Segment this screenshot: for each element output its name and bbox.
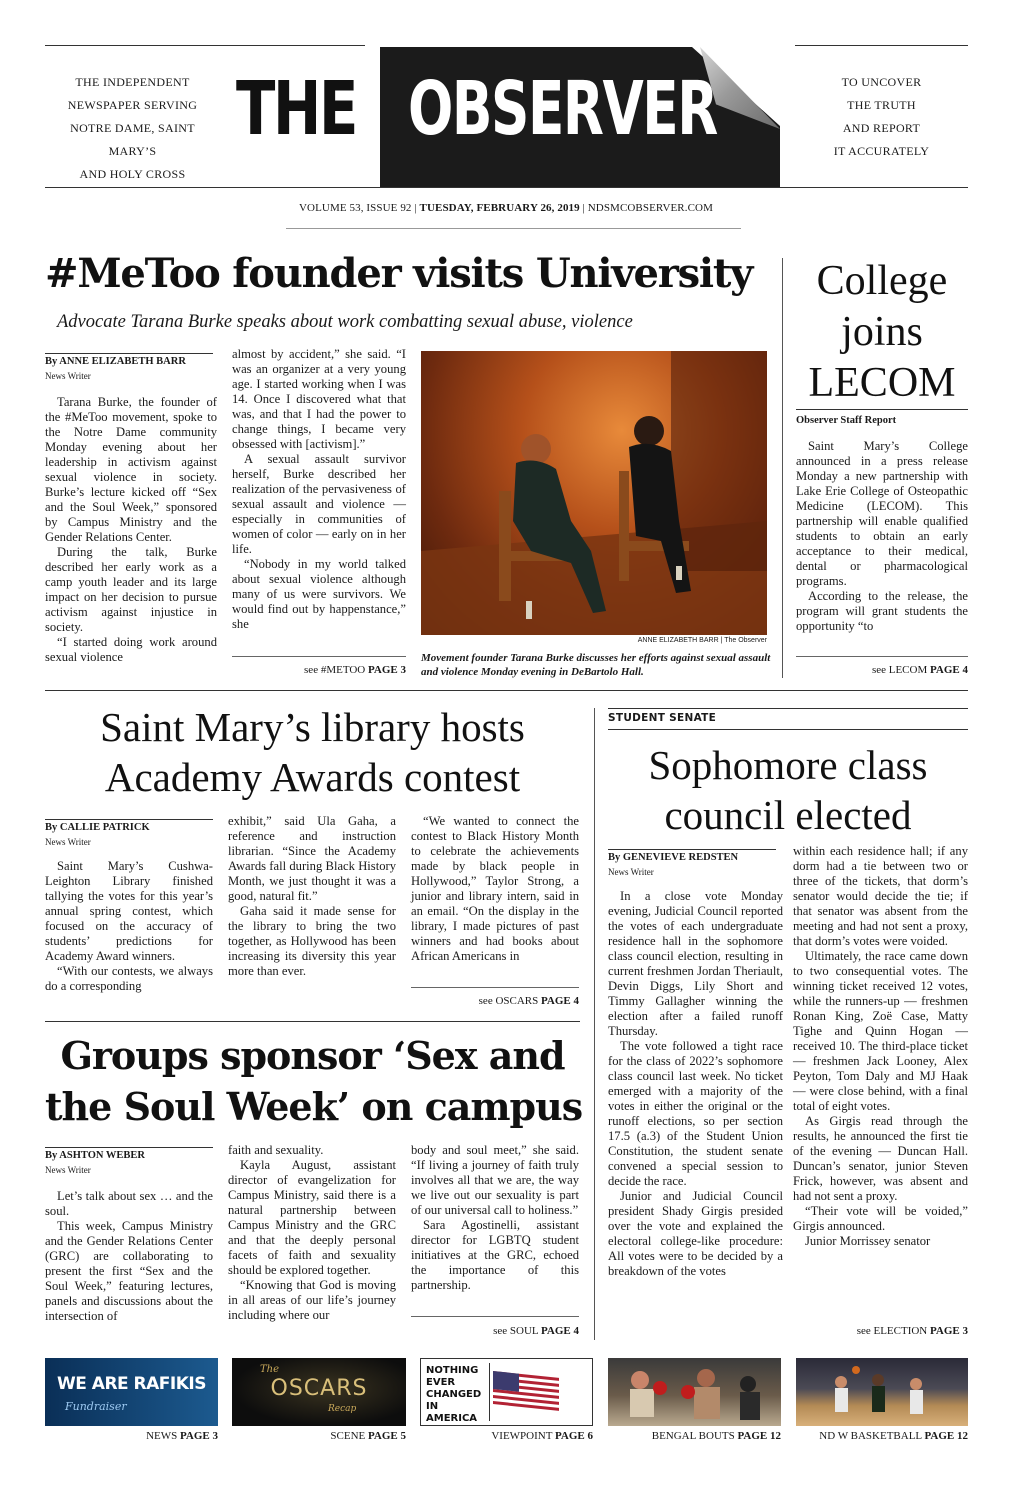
lead-headline[interactable]: #MeToo founder visits University <box>45 250 753 297</box>
jump-rule <box>796 656 968 657</box>
paragraph: Kayla August, assistant director of evangelization for Campus Ministry, said there is a natural partnership between Campus Ministry and the GRC and that the deeply personal facets of faith and sexuality should be explored together. <box>228 1158 396 1277</box>
tagline-line: IT ACCURATELY <box>833 144 930 158</box>
column-divider <box>594 708 595 1340</box>
soul-jump-link[interactable] <box>411 1325 579 1337</box>
left-tagline <box>45 71 220 186</box>
paragraph: Saint Mary’s College announced in a press release Monday a new partnership with Lake Erie College of Osteopathic Medicine (LECOM). This partnership will enable qualified students to obtain an early acceptance to their medical, dental or pharmacological programs. <box>796 439 968 588</box>
promo-scene-tile[interactable] <box>232 1358 406 1426</box>
tagline-line: TO UNCOVER <box>841 75 922 89</box>
promo-title: NOTHING EVER CHANGED IN AMERICA <box>426 1365 482 1424</box>
senate-byline <box>608 849 776 879</box>
paragraph: Tarana Burke, the founder of the #MeToo movement, spoke to the Notre Dame community Monday evening about her leadership in activism against sexual violence in society. Burke’s lecture kicked off “Sex and the Soul Week,” sponsored by Campus Ministry and the Gender Relations Center. <box>45 395 217 544</box>
jump-page: PAGE 4 <box>930 664 968 676</box>
paragraph: “Nobody in my world talked about sexual violence although many of us were survivors. We would find out by happenstance,” she <box>232 557 406 631</box>
promo-news-tile[interactable] <box>45 1358 218 1426</box>
byline-role: News Writer <box>45 1165 91 1175</box>
promo-page: PAGE 12 <box>924 1430 968 1442</box>
jump-page: PAGE 4 <box>541 1325 579 1337</box>
promo-title: WE ARE RAFIKIS <box>57 1374 206 1394</box>
jump-rule <box>232 656 406 657</box>
photo-credit: ANNE ELIZABETH BARR | The Observer <box>637 637 767 644</box>
tagline-line: AND REPORT <box>842 121 921 135</box>
logo-the: THE <box>236 66 357 152</box>
paragraph: As Girgis read through the results, he announced the first tie of the evening — Duncan Hall. Duncan’s senator, junior Steven Frick, however, was absent and had not sent a proxy. <box>793 1114 968 1203</box>
lecom-byline <box>796 409 968 428</box>
byline-role: News Writer <box>45 837 91 847</box>
lead-deck: Advocate Tarana Burke speaks about work combatting sexual abuse, violence <box>57 312 633 332</box>
paragraph: Junior and Judicial Council president Shady Girgis presided over the vote and explained the electoral college-like procedure: All votes were to be decided by a breakdown of the votes <box>608 1189 783 1278</box>
paragraph: “We wanted to connect the contest to Black History Month to celebrate the achievements made by black people in Hollywood,” Taylor Strong, a junior and library intern, said in an email. “On the display in the library, I made pictures of past winners and had books about African Americans in <box>411 814 579 963</box>
byline-role: News Writer <box>608 867 654 877</box>
soul-headline[interactable] <box>45 1030 583 1132</box>
boxing-photo-image <box>608 1358 781 1426</box>
oscars-jump-link[interactable] <box>411 995 579 1007</box>
jump-text: see SOUL <box>493 1325 541 1337</box>
paragraph: Let’s talk about sex … and the soul. <box>45 1189 213 1218</box>
tagline-line: AND HOLY CROSS <box>79 167 186 181</box>
paragraph: During the talk, Burke described her early work as a camp youth leader and its large impact on her decision to pursue activism against injustice in society. <box>45 545 217 634</box>
issue-volume: VOLUME 53, ISSUE 92 | <box>299 202 420 214</box>
stage-scene-image <box>421 351 767 635</box>
jump-rule <box>411 987 579 988</box>
lead-jump-link[interactable] <box>232 664 406 676</box>
paragraph: Gaha said it made sense for the library to bring the two together, as Hollywood has been increasing its diversity this year more than ever. <box>228 904 396 978</box>
oscars-headline[interactable]: Saint Mary’s library hosts Academy Awards contest <box>100 704 525 800</box>
promo-basketball-tile[interactable] <box>796 1358 968 1426</box>
issue-date: TUESDAY, FEBRUARY 26, 2019 <box>419 202 580 214</box>
paragraph: exhibit,” said Ula Gaha, a reference and instruction librarian. “Since the Academy Awards fall during Black History Month, we just thought it was a good, natural fit.” <box>228 814 396 903</box>
promo-bengal-bouts-tile[interactable] <box>608 1358 781 1426</box>
soul-column-3 <box>411 1143 579 1293</box>
headline-line: Groups sponsor ‘Sex and <box>60 1033 565 1078</box>
paragraph: “I started doing work around sexual violence <box>45 635 217 664</box>
paragraph: Sara Agostinelli, assistant director for LGBTQ student initiatives at the GRC, echoed the importance of this partnership. <box>411 1218 579 1292</box>
right-tagline <box>795 71 968 163</box>
paragraph: A sexual assault survivor herself, Burke described her realization of the pervasiveness of sexual assault and violence — especially in communities of women of color — early on in her life. <box>232 452 406 556</box>
byline-role: News Writer <box>45 371 91 381</box>
photo-caption: Movement founder Tarana Burke discusses her efforts against sexual assault and violence Monday evening in DeBartolo Hall. <box>421 652 771 678</box>
paragraph: within each residence hall; if any dorm had a tie between two or three of the tickets, that dorm’s senator would decide the tie; if that senator was absent from the meeting and had not sent a proxy, that dorm’s votes were voided. <box>793 844 968 948</box>
promo-title: OSCARS <box>270 1376 368 1401</box>
kicker-rule <box>608 708 968 709</box>
jump-rule <box>411 1316 579 1317</box>
lead-column-2 <box>232 347 406 632</box>
byline-name: Observer Staff Report <box>796 415 897 426</box>
promo-page: PAGE 6 <box>555 1430 593 1442</box>
paragraph: Ultimately, the race came down to two consequential votes. The winning ticket received 12 votes, while the runners-up — freshmen Ronan King, Zoë Case, Matty Tighe and Quinn Hogan — received 10. The third-place ticket — freshmen Jack Looney, Alex Peyton, Tom Daly and MJ Haak — were close behind, with a final total of eight votes. <box>793 949 968 1113</box>
masthead-top-rule-left <box>45 45 365 46</box>
kicker-rule <box>608 729 968 730</box>
headline-line: the Soul Week’ on campus <box>45 1084 583 1129</box>
promo-page: PAGE 3 <box>180 1430 218 1442</box>
masthead-top-rule-right <box>795 45 968 46</box>
oscars-column-3 <box>411 814 579 964</box>
byline-name: By ANNE ELIZABETH BARR <box>45 356 186 367</box>
lecom-headline[interactable]: College joins LECOM <box>808 258 956 406</box>
section-rule <box>45 1021 580 1022</box>
column-divider <box>782 258 783 678</box>
promo-basketball-label[interactable] <box>796 1430 968 1442</box>
senate-headline[interactable]: Sophomore class council elected <box>648 742 928 838</box>
promo-subtitle: Fundraiser <box>65 1400 127 1413</box>
senate-jump-link[interactable] <box>793 1325 968 1337</box>
promo-section: SCENE <box>330 1430 368 1442</box>
oscars-byline <box>45 819 213 849</box>
oscars-column-2 <box>228 814 396 979</box>
promo-viewpoint-tile[interactable] <box>420 1358 593 1426</box>
tagline-line: THE INDEPENDENT <box>75 75 190 89</box>
jump-text: see #METOO <box>304 664 368 676</box>
section-kicker: STUDENT SENATE <box>608 712 717 724</box>
american-flag-icon <box>493 1371 559 1411</box>
paragraph: body and soul meet,” she said. “If living a journey of faith truly involves all that we are, the way we live out our sexuality is part of our universal call to holiness.” <box>411 1143 579 1217</box>
jump-text: see ELECTION <box>856 1325 930 1337</box>
senate-column-1 <box>608 889 783 1279</box>
byline-name: By ASHTON WEBER <box>45 1150 145 1161</box>
soul-byline <box>45 1147 213 1177</box>
jump-page: PAGE 3 <box>368 664 406 676</box>
paragraph: faith and sexuality. <box>228 1143 324 1157</box>
promo-scene-label[interactable] <box>232 1430 406 1442</box>
promo-page: PAGE 5 <box>368 1430 406 1442</box>
issue-rule <box>286 228 741 229</box>
basketball-photo-image <box>796 1358 968 1426</box>
tagline-line: NOTRE DAME, SAINT MARY’S <box>70 121 195 158</box>
promo-section: ND W BASKETBALL <box>819 1430 925 1442</box>
paragraph: The vote followed a tight race for the class of 2022’s sophomore class council last week. No ticket emerged with a majority of the votes in either the original or the runoff elections, so per section 17.5 (a.3) of the Student Union Constitution, the student senate convened a special session to decide the race. <box>608 1039 783 1188</box>
paragraph: Junior Morrissey senator <box>805 1234 931 1248</box>
jump-page: PAGE 3 <box>930 1325 968 1337</box>
paragraph: In a close vote Monday evening, Judicial Council reported the votes of each undergraduate residence hall in the sophomore class council election, resulting in current freshmen Jordan Theriault, Devin Diggs, Lily Short and Timmy Gallagher winning the election after a failed runoff Thursday. <box>608 889 783 1038</box>
tagline-line: THE TRUTH <box>847 98 916 112</box>
promo-subtitle: Recap <box>328 1404 357 1414</box>
promo-section: NEWS <box>146 1430 180 1442</box>
paragraph: This week, Campus Ministry and the Gender Relations Center (GRC) are collaborating to present the first “Sex and the Soul Week,” featuring lectures, panels and discussions about the intersection of <box>45 1219 213 1323</box>
senate-column-2 <box>793 844 968 1249</box>
promo-page: PAGE 12 <box>737 1430 781 1442</box>
promo-viewpoint-label[interactable] <box>420 1430 593 1442</box>
paragraph: According to the release, the program will grant students the opportunity “to <box>796 589 968 633</box>
jump-text: see LECOM <box>871 664 930 676</box>
promo-divider <box>489 1363 490 1421</box>
promo-title-small: The <box>260 1364 280 1375</box>
promo-section: VIEWPOINT <box>491 1430 555 1442</box>
issue-site[interactable]: | NDSMCOBSERVER.COM <box>579 202 713 214</box>
promo-bengal-bouts-label[interactable] <box>608 1430 781 1442</box>
jump-page: PAGE 4 <box>541 995 579 1007</box>
lead-photo[interactable] <box>421 351 767 635</box>
tagline-line: NEWSPAPER SERVING <box>67 98 198 112</box>
byline-name: By CALLIE PATRICK <box>45 822 150 833</box>
paragraph: “With our contests, we always do a corresponding <box>45 964 213 993</box>
lecom-jump-link[interactable] <box>796 664 968 676</box>
lead-column-1 <box>45 395 217 665</box>
jump-text: see OSCARS <box>478 995 541 1007</box>
soul-column-1 <box>45 1189 213 1324</box>
lecom-column <box>796 439 968 634</box>
lead-byline <box>45 353 213 383</box>
paragraph: “Their vote will be voided,” Girgis announced. <box>793 1204 968 1233</box>
logo-observer: OBSERVER <box>408 66 717 152</box>
byline-name: By GENEVIEVE REDSTEN <box>608 852 739 863</box>
paragraph: almost by accident,” she said. “I was an organizer at a very young age. I started working when I was 14. Once I discovered what that was, and that I had the power to change things, I became very obsessed with [activism].” <box>232 347 406 451</box>
paragraph: “Knowing that God is moving in all areas of our life’s journey including where our <box>228 1278 396 1322</box>
promo-section: BENGAL BOUTS <box>651 1430 738 1442</box>
promo-news-label[interactable] <box>45 1430 218 1442</box>
masthead-bottom-rule <box>45 187 968 188</box>
oscars-column-1 <box>45 859 213 994</box>
soul-column-2 <box>228 1143 396 1323</box>
issue-line <box>286 202 726 214</box>
paragraph: Saint Mary’s Cushwa-Leighton Library finished tallying the votes for this year’s annual spring contest, which focused on the accuracy of students’ predictions for Academy Award winners. <box>45 859 213 963</box>
section-rule <box>45 690 968 691</box>
